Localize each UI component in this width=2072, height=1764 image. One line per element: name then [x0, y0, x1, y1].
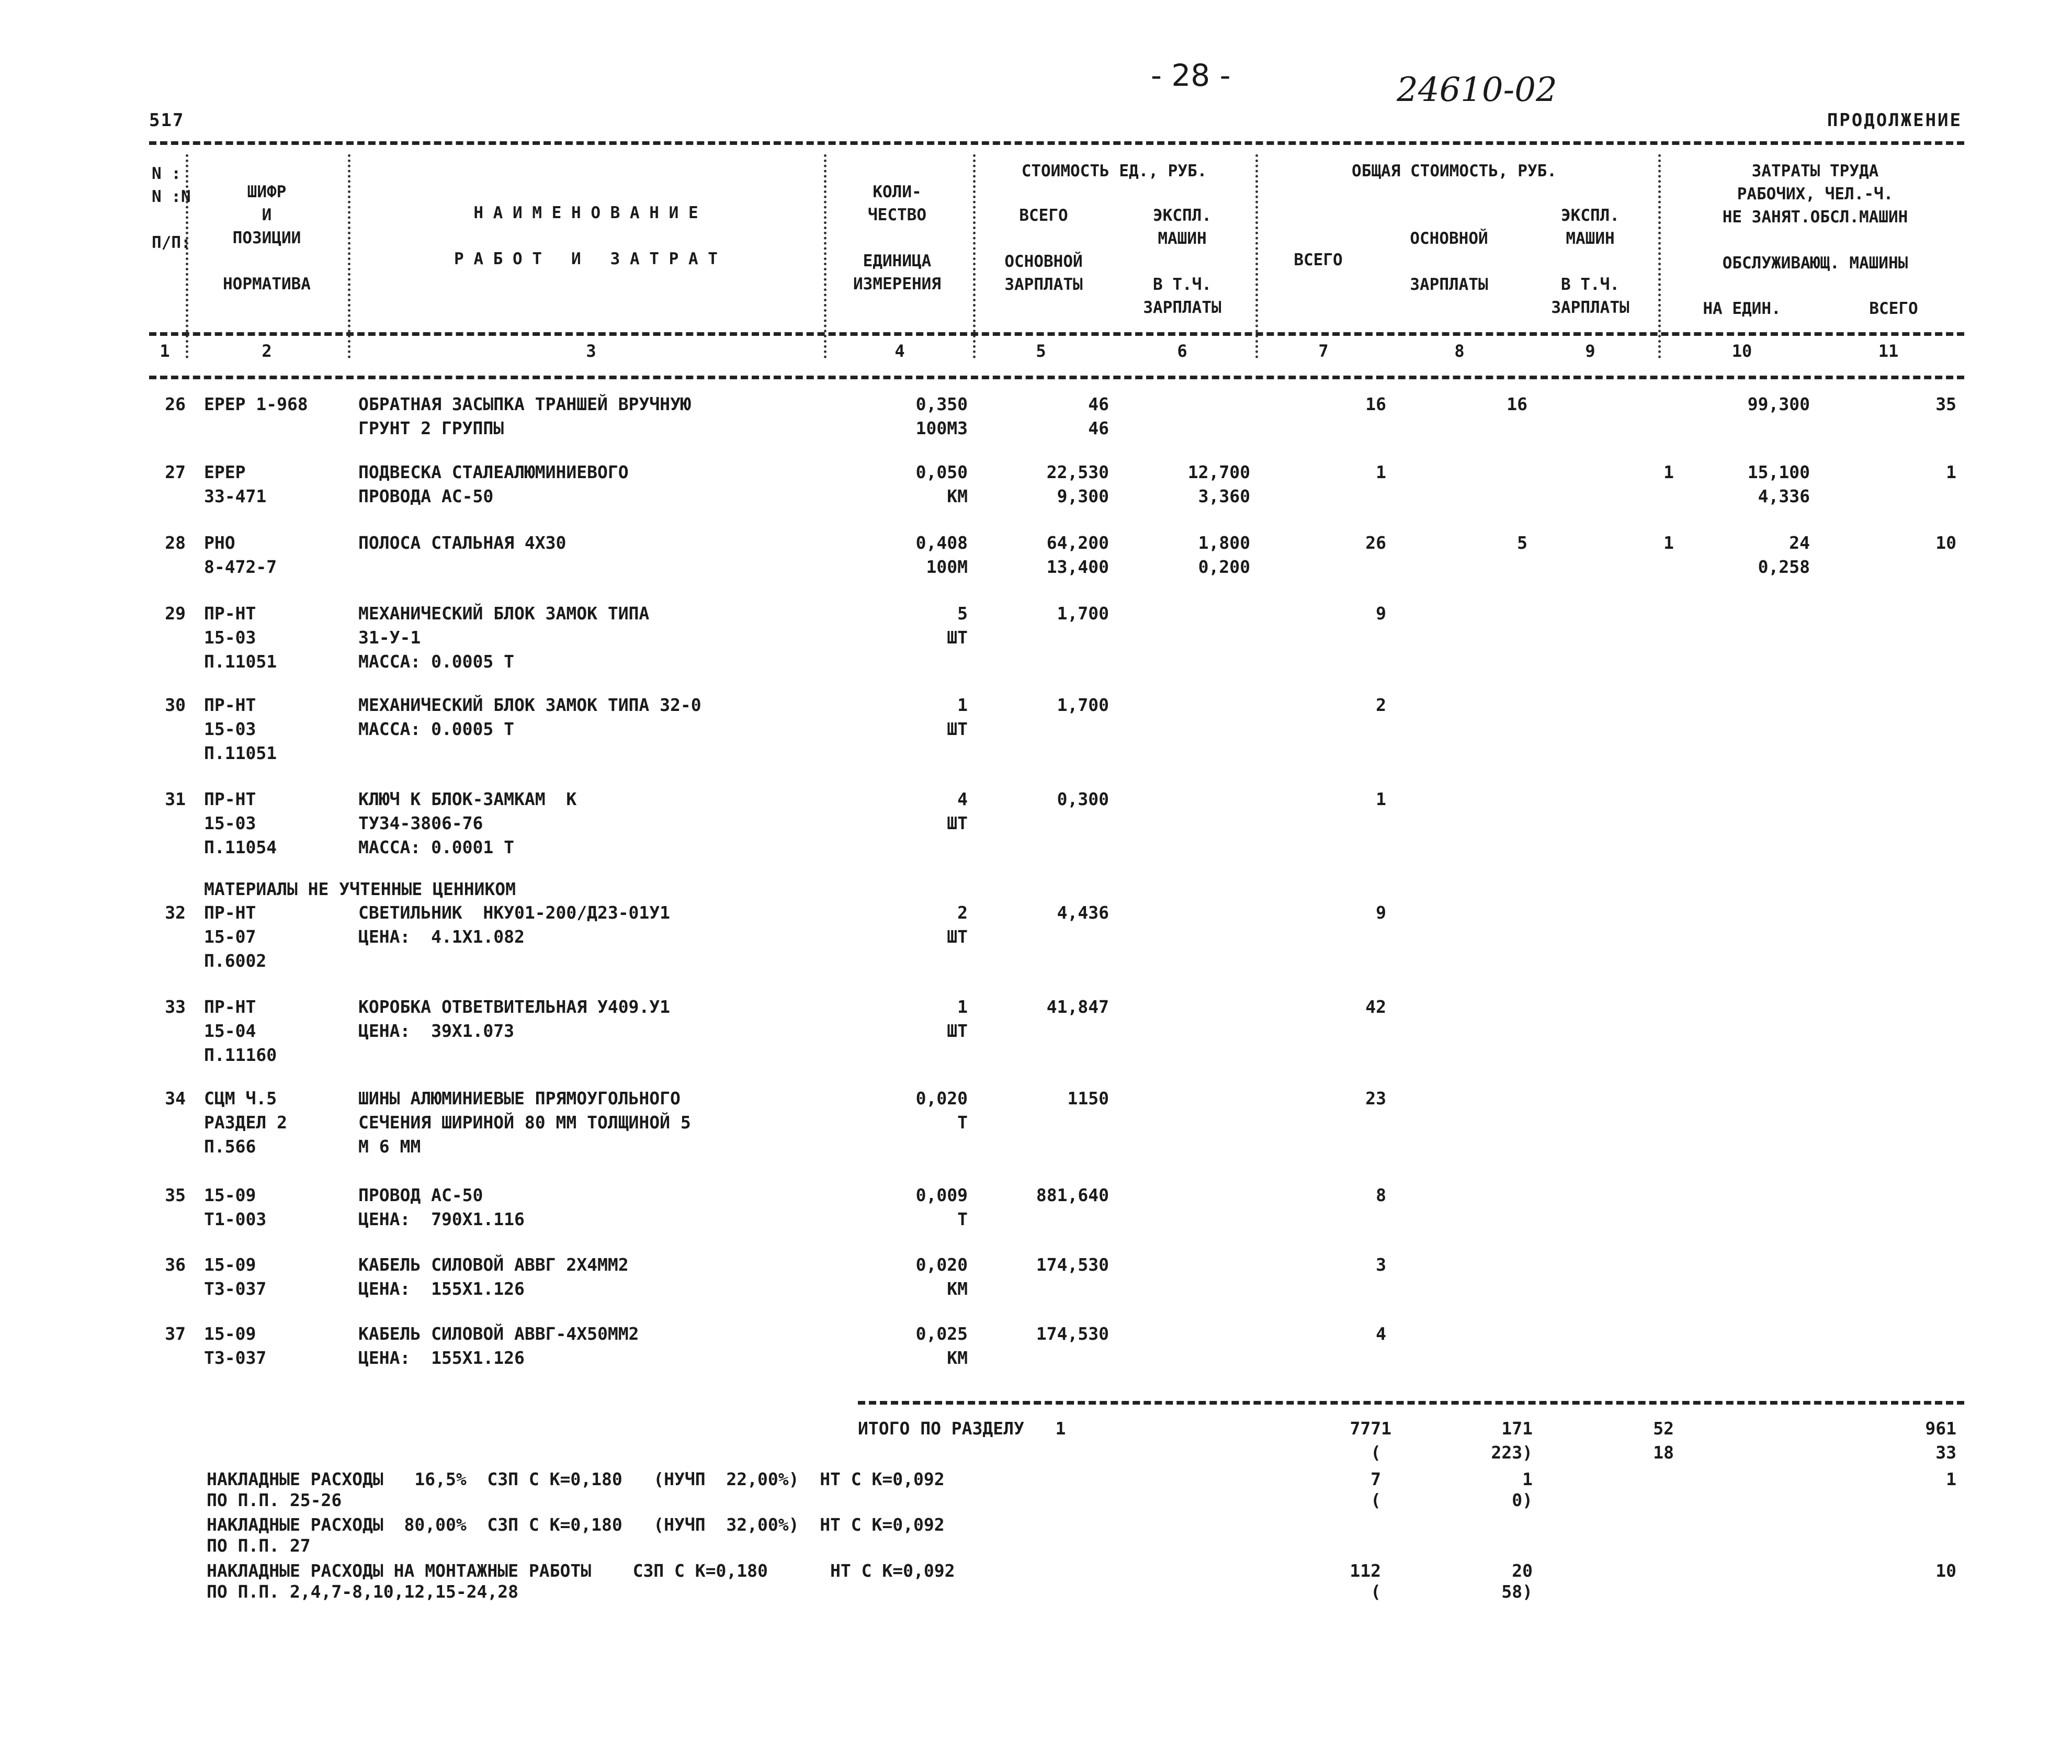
overhead-c7: 7 — [1371, 1469, 1381, 1489]
overhead-c8-sub: 0) — [1512, 1490, 1533, 1510]
row-name: МЕХАНИЧЕСКИЙ БЛОК ЗАМОК ТИПА — [358, 603, 650, 624]
row-labor-unit: 99,300 — [1747, 394, 1810, 414]
col9-header: ЭКСПЛ. МАШИН В Т.Ч. ЗАРПЛАТЫ — [1551, 206, 1629, 317]
row-name: ЦЕНА: 39Х1.073 — [358, 1021, 515, 1041]
row-total: 1 — [1376, 462, 1386, 482]
row-quantity: 0,020 — [915, 1088, 968, 1109]
labor-header: ЗАТРАТЫ ТРУДА РАБОЧИХ, ЧЕЛ.-Ч. НЕ ЗАНЯТ.ОБСЛ.МАШИН ОБСЛУЖИВАЮЩ. МАШИНЫ — [1722, 162, 1908, 273]
row-quantity: 0,050 — [915, 462, 968, 482]
row-code: П.6002 — [204, 951, 267, 971]
row-unit-total: 1,700 — [1057, 603, 1109, 624]
total-rule — [858, 1401, 1964, 1405]
row-name: ОБРАТНАЯ ЗАСЫПКА ТРАНШЕЙ ВРУЧНУЮ — [358, 394, 691, 414]
section-total-c7: 7771 — [1350, 1418, 1391, 1439]
row-name: КОРОБКА ОТВЕТВИТЕЛЬНАЯ У409.У1 — [358, 997, 671, 1017]
col-number: 8 — [1454, 341, 1465, 361]
row-total-machines: 1 — [1663, 533, 1674, 553]
row-code: 15-07 — [204, 926, 256, 947]
row-quantity: 0,020 — [915, 1254, 968, 1275]
row-name: МЕХАНИЧЕСКИЙ БЛОК ЗАМОК ТИПА 32-0 — [358, 695, 701, 715]
row-unit-total: 0,300 — [1057, 789, 1109, 809]
column-separator — [973, 154, 976, 358]
row-quantity: ШТ — [947, 813, 968, 833]
row-unit-total: 22,530 — [1046, 462, 1109, 482]
overhead-description: НАКЛАДНЫЕ РАСХОДЫ 80,00% СЗП С К=0,180 (НУЧП 32,00%) НТ С К=0,092 — [207, 1514, 945, 1535]
col-number: 10 — [1731, 341, 1752, 361]
row-code: РНО — [204, 533, 235, 553]
row-total-wage: 5 — [1517, 533, 1527, 553]
col7-header: ВСЕГО — [1294, 251, 1343, 269]
col-number: 5 — [1036, 341, 1046, 361]
col-number: 6 — [1177, 341, 1187, 361]
overhead-c7-sub: ( — [1371, 1581, 1381, 1602]
overhead-c11: 1 — [1946, 1469, 1956, 1489]
col5-header: ВСЕГО ОСНОВНОЙ ЗАРПЛАТЫ — [1004, 206, 1083, 294]
row-code: 15-09 — [204, 1185, 256, 1205]
row-total: 1 — [1376, 789, 1386, 809]
row-unit-total: 4,436 — [1057, 902, 1109, 923]
row-number: 29 — [165, 603, 186, 624]
row-unit-total: 174,530 — [1036, 1324, 1109, 1344]
row-name: ПОЛОСА СТАЛЬНАЯ 4Х30 — [358, 533, 567, 553]
row-code: ПР-НТ — [204, 603, 256, 624]
row-code: 15-09 — [204, 1324, 256, 1344]
total-cost-header: ОБЩАЯ СТОИМОСТЬ, РУБ. — [1352, 162, 1557, 180]
row-quantity: 5 — [957, 603, 968, 624]
row-number: 30 — [165, 695, 186, 715]
row-name: ЦЕНА: 155Х1.126 — [358, 1279, 525, 1299]
row-number: 31 — [165, 789, 186, 809]
row-unit-machines: 1,800 — [1198, 533, 1250, 553]
row-quantity: КМ — [947, 486, 968, 506]
row-code: ЕРЕР — [204, 462, 246, 482]
col4-header: КОЛИ- ЧЕСТВО ЕДИНИЦА ИЗМЕРЕНИЯ — [853, 183, 941, 293]
row-name: ПРОВОДА АС-50 — [358, 486, 494, 506]
row-unit-machines: 0,200 — [1198, 557, 1250, 577]
row-labor-unit: 24 — [1789, 533, 1810, 553]
row-code: 15-04 — [204, 1021, 256, 1041]
row-unit-total: 881,640 — [1036, 1185, 1109, 1205]
unit-cost-header: СТОИМОСТЬ ЕД., РУБ. — [1021, 162, 1207, 180]
row-unit-total: 1,700 — [1057, 695, 1109, 715]
col1-header: N : N :N П/П: — [152, 164, 191, 252]
row-code: 15-03 — [204, 813, 256, 833]
overhead-items: ПО П.П. 25-26 — [207, 1490, 342, 1510]
row-code: Т1-003 — [204, 1209, 267, 1229]
row-unit-total: 174,530 — [1036, 1254, 1109, 1275]
row-quantity: 100М — [926, 557, 968, 577]
row-code: П.11051 — [204, 651, 277, 672]
row-unit-total: 13,400 — [1046, 557, 1109, 577]
col-number: 11 — [1878, 341, 1899, 361]
row-quantity: КМ — [947, 1348, 968, 1368]
row-total: 2 — [1376, 695, 1386, 715]
row-number: 37 — [165, 1324, 186, 1344]
section-total-c8-sub: 223) — [1491, 1442, 1533, 1463]
row-labor-unit: 15,100 — [1747, 462, 1810, 482]
row-code: СЦМ Ч.5 — [204, 1088, 277, 1109]
row-name: ТУ34-3806-76 — [358, 813, 483, 833]
row-code: П.11054 — [204, 837, 277, 857]
row-code: ПР-НТ — [204, 695, 256, 715]
column-numbers-rule — [149, 376, 1964, 379]
row-code: 15-03 — [204, 627, 256, 648]
row-total: 9 — [1376, 603, 1386, 624]
row-name: МАССА: 0.0005 Т — [358, 719, 515, 739]
row-name: КАБЕЛЬ СИЛОВОЙ АВВГ 2Х4ММ2 — [358, 1254, 629, 1275]
row-quantity: ШТ — [947, 926, 968, 947]
row-quantity: 0,350 — [915, 394, 968, 414]
col6-header: ЭКСПЛ. МАШИН В Т.Ч. ЗАРПЛАТЫ — [1143, 206, 1221, 317]
row-quantity: Т — [957, 1112, 968, 1133]
overhead-c8-sub: 58) — [1501, 1581, 1533, 1602]
column-separator — [1255, 154, 1258, 358]
col-number: 1 — [160, 341, 170, 361]
row-quantity: 0,025 — [915, 1324, 968, 1344]
overhead-c11: 10 — [1935, 1561, 1956, 1581]
row-quantity: ШТ — [947, 1021, 968, 1041]
row-code: ПР-НТ — [204, 902, 256, 923]
row-number: 27 — [165, 462, 186, 482]
row-quantity: КМ — [947, 1279, 968, 1299]
row-name: ЦЕНА: 155Х1.126 — [358, 1348, 525, 1368]
row-code: Т3-037 — [204, 1348, 267, 1368]
row-labor-total: 10 — [1935, 533, 1956, 553]
row-quantity: 0,009 — [915, 1185, 968, 1205]
row-unit-total: 46 — [1088, 418, 1109, 438]
row-number: 35 — [165, 1185, 186, 1205]
row-total: 26 — [1365, 533, 1386, 553]
overhead-description: НАКЛАДНЫЕ РАСХОДЫ 16,5% СЗП С К=0,180 (НУЧП 22,00%) НТ С К=0,092 — [207, 1469, 945, 1489]
row-name: ПРОВОД АС-50 — [358, 1185, 483, 1205]
column-separator — [1658, 154, 1661, 358]
column-separator — [186, 154, 188, 358]
section-total-c9-sub: 18 — [1653, 1442, 1674, 1463]
row-labor-unit: 4,336 — [1758, 486, 1810, 506]
section-total-c11-sub: 33 — [1935, 1442, 1956, 1463]
overhead-description: НАКЛАДНЫЕ РАСХОДЫ НА МОНТАЖНЫЕ РАБОТЫ СЗП С К=0,180 НТ С К=0,092 — [207, 1561, 955, 1581]
row-name: ГРУНТ 2 ГРУППЫ — [358, 418, 504, 438]
row-unit-machines: 3,360 — [1198, 486, 1250, 506]
row-unit-total: 41,847 — [1046, 997, 1109, 1017]
row-code: ПР-НТ — [204, 789, 256, 809]
row-number: 33 — [165, 997, 186, 1017]
col-number: 3 — [586, 341, 596, 361]
row-unit-total: 46 — [1088, 394, 1109, 414]
col2-header: ШИФР И ПОЗИЦИИ НОРМАТИВА — [223, 183, 311, 293]
row-labor-total: 1 — [1946, 462, 1956, 482]
row-name: ПОДВЕСКА СТАЛЕАЛЮМИНИЕВОГО — [358, 462, 629, 482]
document-code: 24610-02 — [1397, 71, 1557, 109]
section-total-c11: 961 — [1925, 1418, 1956, 1439]
row-unit-total: 64,200 — [1046, 533, 1109, 553]
col8-header: ОСНОВНОЙ ЗАРПЛАТЫ — [1410, 229, 1488, 294]
row-code: 33-471 — [204, 486, 267, 506]
overhead-c8: 1 — [1522, 1469, 1533, 1489]
row-number: 32 — [165, 902, 186, 923]
row-quantity: 0,408 — [915, 533, 968, 553]
row-code: РАЗДЕЛ 2 — [204, 1112, 287, 1133]
col-number: 2 — [262, 341, 272, 361]
row-quantity: 100М3 — [915, 418, 968, 438]
row-name: ШИНЫ АЛЮМИНИЕВЫЕ ПРЯМОУГОЛЬНОГО — [358, 1088, 681, 1109]
row-name: М 6 ММ — [358, 1136, 421, 1157]
row-code: 15-03 — [204, 719, 256, 739]
row-quantity: ШТ — [947, 627, 968, 648]
row-total: 16 — [1365, 394, 1386, 414]
row-unit-total: 1150 — [1067, 1088, 1109, 1109]
row-quantity: 1 — [957, 695, 968, 715]
row-code: 15-09 — [204, 1254, 256, 1275]
row-name: СЕЧЕНИЯ ШИРИНОЙ 80 ММ ТОЛЩИНОЙ 5 — [358, 1112, 691, 1133]
row-code: 8-472-7 — [204, 557, 277, 577]
row-name: КАБЕЛЬ СИЛОВОЙ АВВГ-4Х50ММ2 — [358, 1324, 639, 1344]
table-top-rule — [149, 141, 1964, 145]
continuation-label: ПРОДОЛЖЕНИЕ — [1827, 110, 1962, 131]
page-number: - 28 - — [1151, 58, 1231, 93]
section-total-c8: 171 — [1501, 1418, 1533, 1439]
row-name: КЛЮЧ К БЛОК-ЗАМКАМ К — [358, 789, 577, 809]
row-unit-total: 9,300 — [1057, 486, 1109, 506]
row-code: МАТЕРИАЛЫ НЕ УЧТЕННЫЕ ЦЕННИКОМ — [204, 879, 516, 899]
row-code: ПР-НТ — [204, 997, 256, 1017]
section-total-c9: 52 — [1653, 1418, 1674, 1439]
row-code: Т3-037 — [204, 1279, 267, 1299]
row-code: П.11051 — [204, 743, 277, 763]
row-quantity: 1 — [957, 997, 968, 1017]
overhead-items: ПО П.П. 27 — [207, 1535, 311, 1556]
row-total: 4 — [1376, 1324, 1386, 1344]
section-total-label: ИТОГО ПО РАЗДЕЛУ 1 — [858, 1418, 1066, 1439]
row-number: 28 — [165, 533, 186, 553]
col-number: 4 — [895, 341, 905, 361]
row-name: ЦЕНА: 4.1Х1.082 — [358, 926, 525, 947]
col11-header: ВСЕГО — [1869, 299, 1918, 318]
row-code: П.11160 — [204, 1045, 277, 1065]
column-separator — [824, 154, 826, 358]
row-quantity: Т — [957, 1209, 968, 1229]
row-name: ЦЕНА: 790Х1.116 — [358, 1209, 525, 1229]
overhead-c7: 112 — [1350, 1561, 1381, 1581]
row-quantity: ШТ — [947, 719, 968, 739]
row-name: МАССА: 0.0001 Т — [358, 837, 515, 857]
section-total-c7-bracket: ( — [1371, 1442, 1381, 1463]
row-total-machines: 1 — [1663, 462, 1674, 482]
row-unit-machines: 12,700 — [1187, 462, 1250, 482]
overhead-c8: 20 — [1512, 1561, 1533, 1581]
header-bottom-rule — [149, 332, 1964, 336]
row-number: 36 — [165, 1254, 186, 1275]
overhead-c7-sub: ( — [1371, 1490, 1381, 1510]
row-labor-unit: 0,258 — [1758, 557, 1810, 577]
sheet-code: 517 — [149, 110, 185, 131]
row-total: 3 — [1376, 1254, 1386, 1275]
col-number: 7 — [1318, 341, 1329, 361]
row-number: 26 — [165, 394, 186, 414]
col3-header: Н А И М Е Н О В А Н И Е Р А Б О Т И З А Т Р А Т — [454, 203, 718, 268]
row-name: МАССА: 0.0005 Т — [358, 651, 515, 672]
row-total: 9 — [1376, 902, 1386, 923]
col-number: 9 — [1585, 341, 1595, 361]
row-code: П.566 — [204, 1136, 256, 1157]
overhead-items: ПО П.П. 2,4,7-8,10,12,15-24,28 — [207, 1581, 519, 1602]
col10-header: НА ЕДИН. — [1703, 299, 1781, 318]
row-name: 31-У-1 — [358, 627, 421, 648]
row-total-wage: 16 — [1507, 394, 1527, 414]
row-name: СВЕТИЛЬНИК НКУ01-200/Д23-01У1 — [358, 902, 671, 923]
row-total: 23 — [1365, 1088, 1386, 1109]
row-labor-total: 35 — [1935, 394, 1956, 414]
row-code: ЕРЕР 1-968 — [204, 394, 308, 414]
column-separator — [348, 154, 350, 358]
row-total: 8 — [1376, 1185, 1386, 1205]
row-total: 42 — [1365, 997, 1386, 1017]
row-number: 34 — [165, 1088, 186, 1109]
row-quantity: 2 — [957, 902, 968, 923]
row-quantity: 4 — [957, 789, 968, 809]
